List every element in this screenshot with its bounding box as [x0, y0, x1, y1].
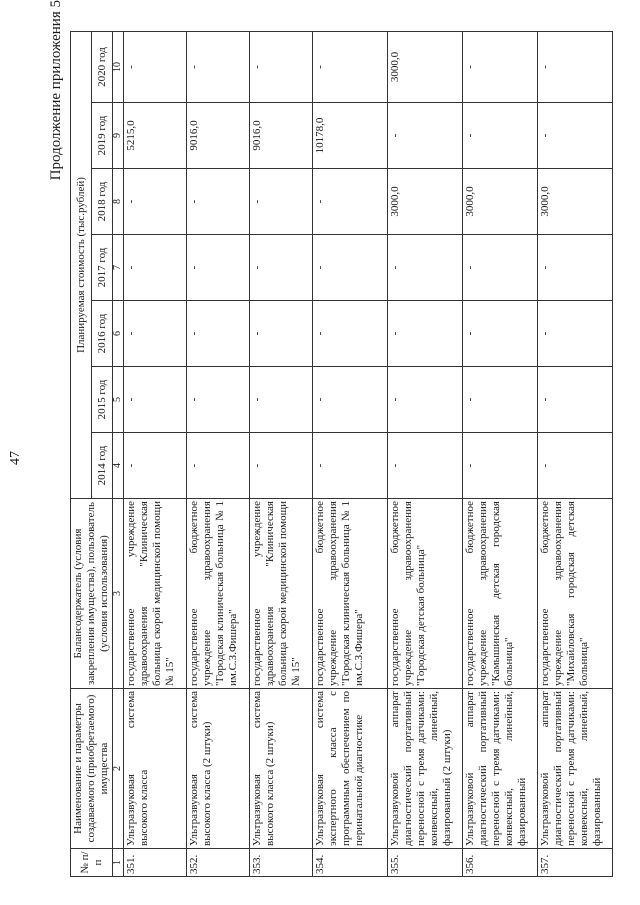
header-name: Наименование и параметры создаваемого (приобретаемого) имущества — [71, 689, 113, 849]
header-number: № п/п — [71, 849, 113, 877]
row-number: 351. — [124, 849, 187, 877]
column-index: 3 — [113, 499, 124, 689]
column-index: 7 — [113, 235, 124, 301]
cost-value: 9016,0 — [250, 103, 313, 169]
column-index: 2 — [113, 689, 124, 849]
cost-value: - — [538, 103, 613, 169]
cost-value: 3000,0 — [538, 169, 613, 235]
cost-value: - — [313, 169, 388, 235]
cost-value: - — [250, 235, 313, 301]
cost-value: - — [124, 31, 187, 102]
column-index: 1 — [113, 849, 124, 877]
column-index: 10 — [113, 31, 124, 102]
row-number: 355. — [388, 849, 463, 877]
balance-holder: государственное бюджетное учреждение здравоохранения "Городская клиническая больница № 1 им.С.З.Фишера" — [187, 499, 250, 689]
cost-value: - — [250, 169, 313, 235]
cost-value: - — [388, 433, 463, 499]
table-row — [538, 31, 613, 876]
cost-value: - — [313, 31, 388, 102]
column-index: 5 — [113, 367, 124, 433]
cost-value: - — [187, 235, 250, 301]
cost-value: - — [187, 367, 250, 433]
cost-value: - — [313, 433, 388, 499]
cost-value: - — [388, 235, 463, 301]
cost-value: 10178,0 — [313, 103, 388, 169]
column-index: 9 — [113, 103, 124, 169]
cost-value: - — [250, 367, 313, 433]
balance-holder: государственное бюджетное учреждение здравоохранения "Михайловская городская детская больница" — [538, 499, 613, 689]
cost-value: 3000,0 — [463, 169, 538, 235]
header-year: 2015 год — [92, 367, 113, 433]
cost-value: - — [388, 103, 463, 169]
cost-value: - — [313, 235, 388, 301]
table-row — [124, 31, 187, 876]
header-year: 2019 год — [92, 103, 113, 169]
table-row — [463, 31, 538, 876]
header-cost-group: Планируемая стоимость (тыс.рублей) — [71, 31, 92, 498]
asset-name: Ультразвуковая система высокого класса — [124, 689, 187, 849]
column-index: 6 — [113, 301, 124, 367]
row-number: 356. — [463, 849, 538, 877]
table-body — [124, 31, 613, 876]
cost-value: - — [313, 367, 388, 433]
table-row — [250, 31, 313, 876]
cost-value: - — [463, 103, 538, 169]
cost-value: - — [250, 433, 313, 499]
cost-value: - — [187, 301, 250, 367]
cost-value: - — [463, 367, 538, 433]
cost-value: - — [538, 31, 613, 102]
cost-value: - — [187, 169, 250, 235]
page-number: 47 — [8, 451, 23, 465]
row-number: 352. — [187, 849, 250, 877]
cost-value: - — [124, 169, 187, 235]
cost-value: - — [538, 367, 613, 433]
asset-name: Ультразвуковой аппарат диагностический портативный переносной с тремя датчиками: конвексный, линейный, фазированный — [538, 689, 613, 849]
column-index: 8 — [113, 169, 124, 235]
table-row — [187, 31, 250, 876]
column-index: 4 — [113, 433, 124, 499]
header-year: 2014 год — [92, 433, 113, 499]
row-number: 357. — [538, 849, 613, 877]
header-indices — [113, 31, 124, 876]
balance-holder: государственное бюджетное учреждение здравоохранения "Городская клиническая больница № 1 им.С.З.Фишера" — [313, 499, 388, 689]
balance-holder: государственное бюджетное учреждение здравоохранения "Камышинская детская городская больница" — [463, 499, 538, 689]
header-year: 2016 год — [92, 301, 113, 367]
balance-holder: государственное бюджетное учреждение здравоохранения "Городская детская больница" — [388, 499, 463, 689]
asset-name: Ультразвуковая система экспертного класса с программным обеспечением по перинатальной диагностике — [313, 689, 388, 849]
cost-table — [70, 31, 613, 877]
row-number: 354. — [313, 849, 388, 877]
cost-value: - — [187, 31, 250, 102]
balance-holder: государственное учреждение здравоохранения "Клиническая больница скорой медицинской помощи № 15" — [124, 499, 187, 689]
cost-value: - — [538, 433, 613, 499]
row-number: 353. — [250, 849, 313, 877]
cost-value: - — [187, 433, 250, 499]
cost-value: - — [463, 235, 538, 301]
cost-value: - — [388, 367, 463, 433]
asset-name: Ультразвуковой аппарат диагностический портативный переносной с тремя датчиками: конвексный, линейный, фазированный — [463, 689, 538, 849]
cost-value: - — [463, 31, 538, 102]
cost-value: - — [124, 433, 187, 499]
cost-value: - — [463, 301, 538, 367]
cost-value: - — [313, 301, 388, 367]
cost-value: - — [250, 31, 313, 102]
asset-name: Ультразвуковая система высокого класса (2 штуки) — [187, 689, 250, 849]
cost-value: 9016,0 — [187, 103, 250, 169]
cost-value: - — [538, 301, 613, 367]
cost-value: - — [250, 301, 313, 367]
cost-value: - — [463, 433, 538, 499]
header-holder: Балансодержатель (условия закрепления имущества), пользователь (условия использования) — [71, 499, 113, 689]
asset-name: Ультразвуковой аппарат диагностический портативный переносной с тремя датчиками: конвексный, линейный, фазированный (2 штуки) — [388, 689, 463, 849]
cost-value: - — [124, 235, 187, 301]
cost-value: - — [538, 235, 613, 301]
balance-holder: государственное учреждение здравоохранения "Клиническая больница скорой медицинской помощи № 15" — [250, 499, 313, 689]
header-year: 2018 год — [92, 169, 113, 235]
table-header — [71, 31, 124, 876]
cost-value: 5215,0 — [124, 103, 187, 169]
cost-value: - — [388, 301, 463, 367]
header-year: 2020 год — [92, 31, 113, 102]
cost-value: - — [124, 301, 187, 367]
cost-value: 3000,0 — [388, 31, 463, 102]
header-year: 2017 год — [92, 235, 113, 301]
table-row — [388, 31, 463, 876]
cost-value: - — [124, 367, 187, 433]
asset-name: Ультразвуковая система высокого класса (2 штуки) — [250, 689, 313, 849]
table-row — [313, 31, 388, 876]
continuation-title: Продолжение приложения 5 — [48, 0, 64, 181]
cost-value: 3000,0 — [388, 169, 463, 235]
